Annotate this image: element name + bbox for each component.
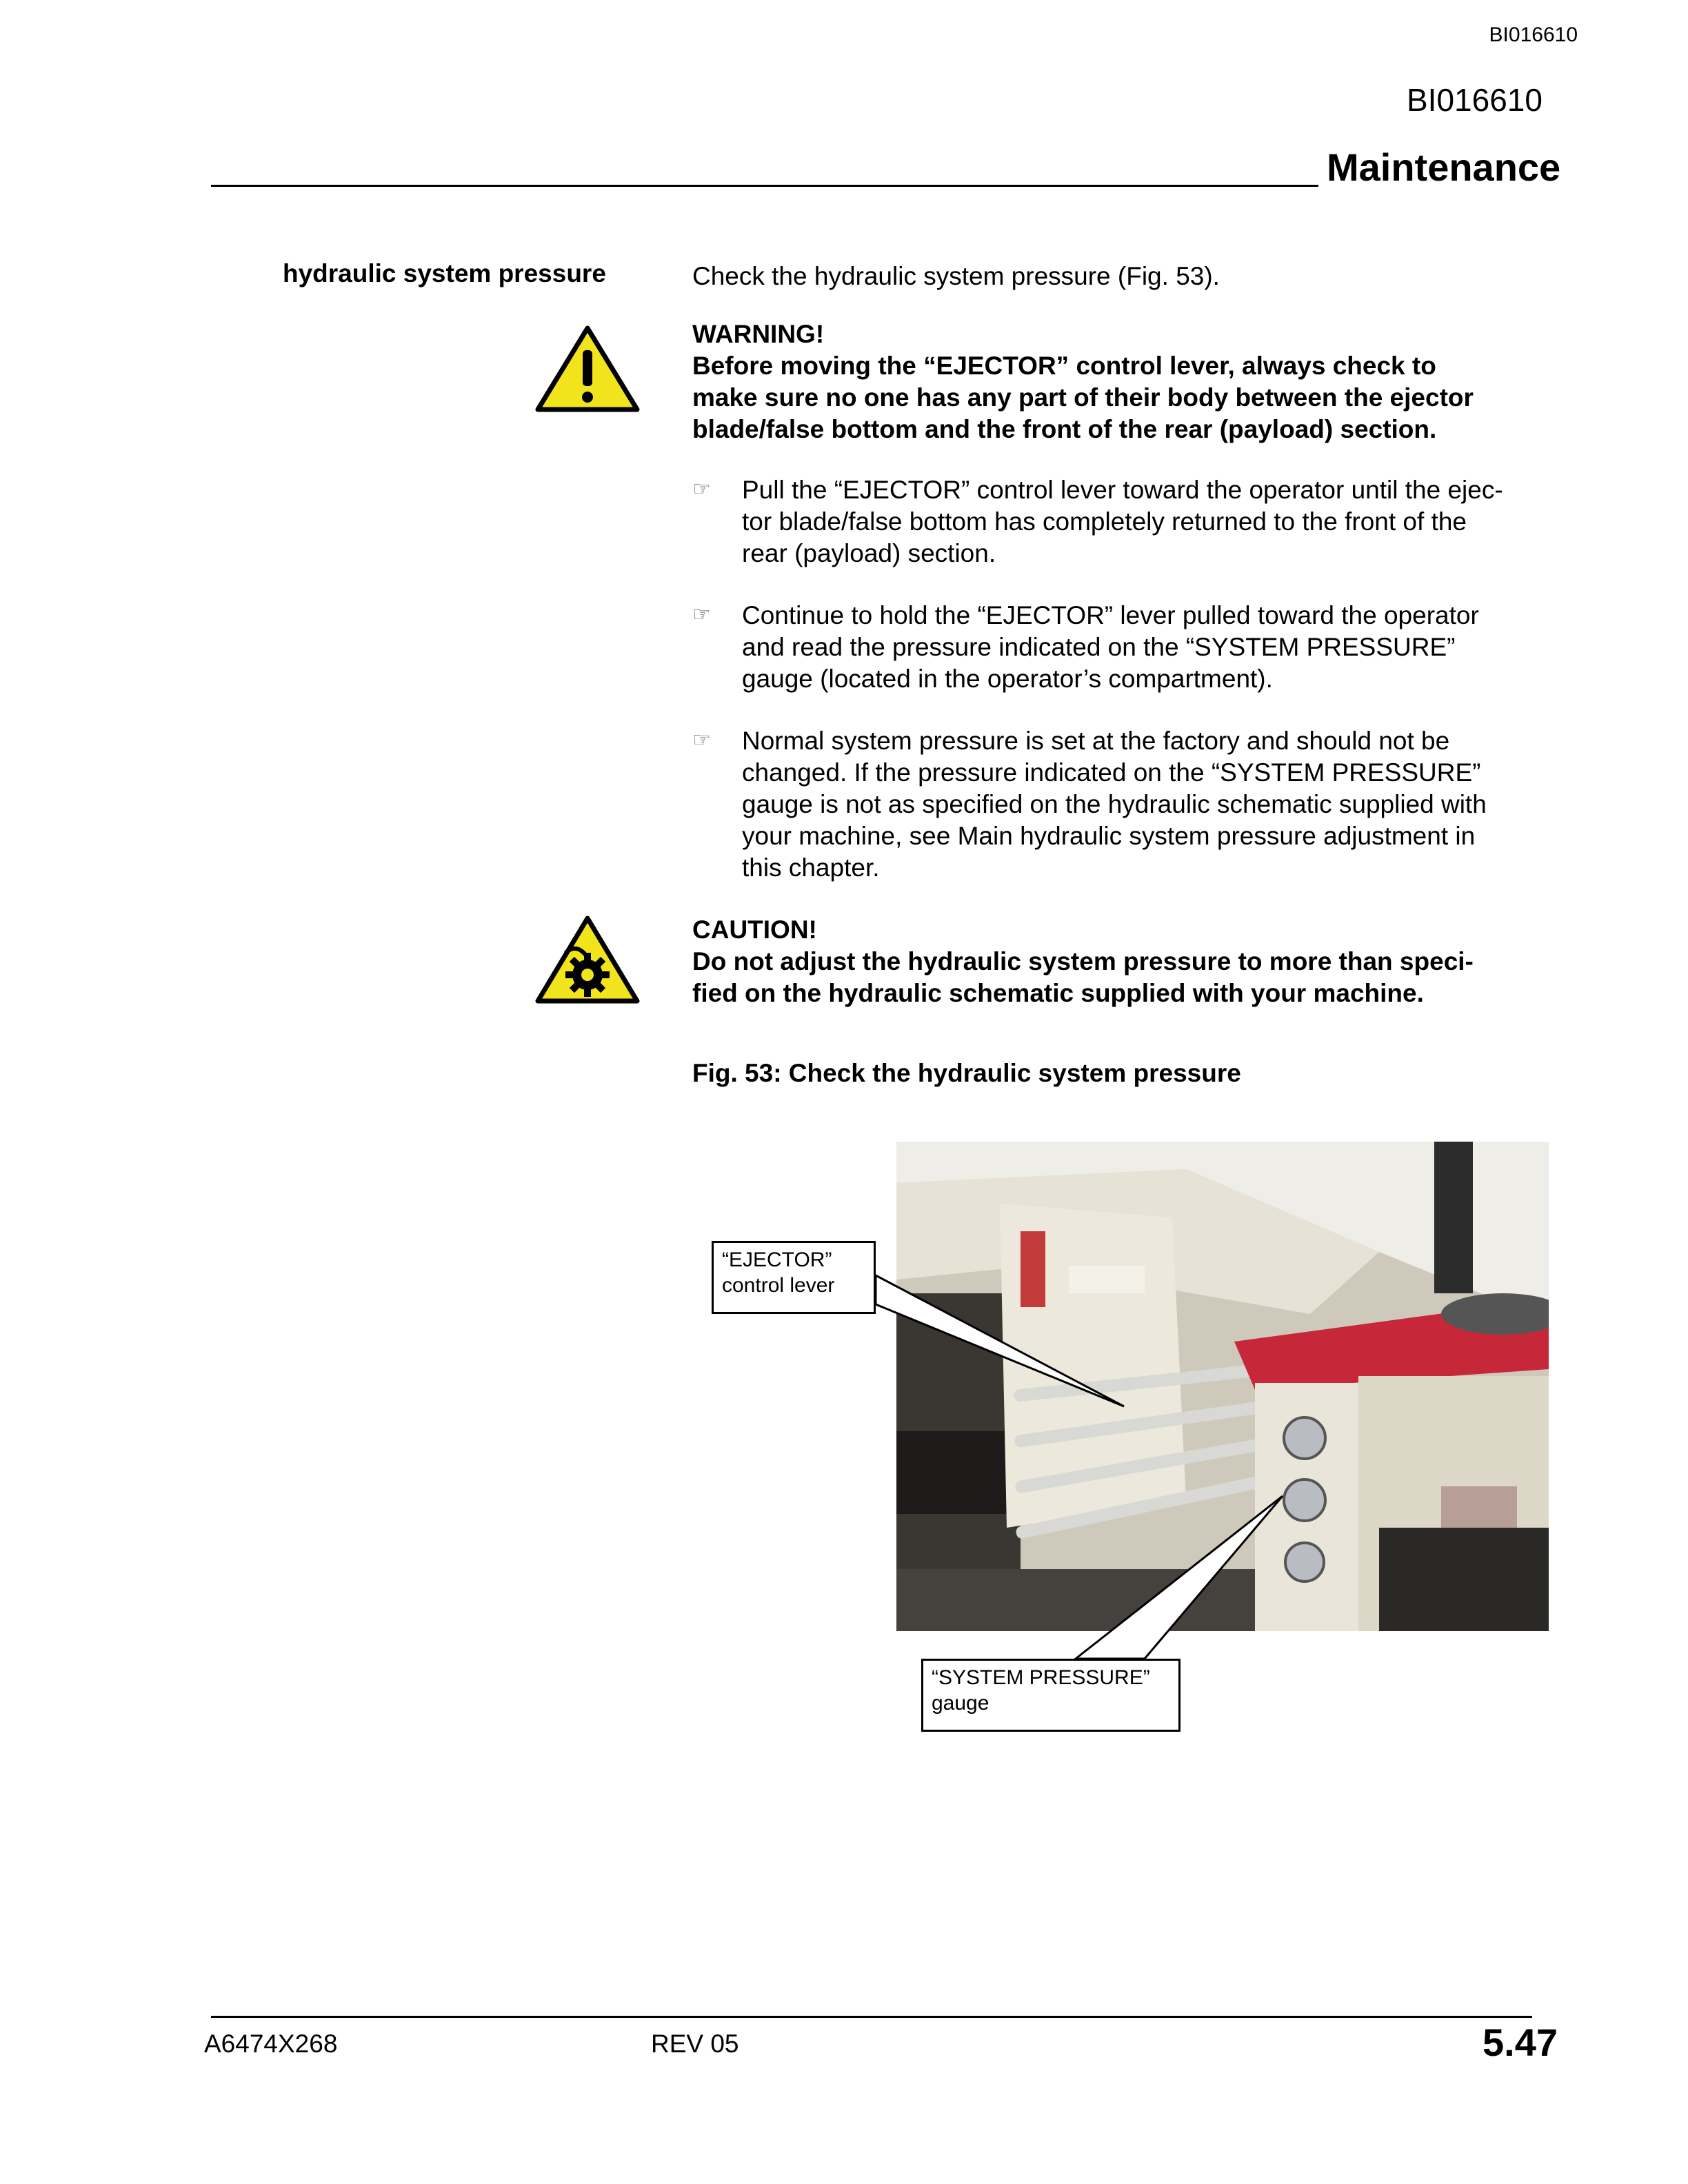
step-line: your machine, see Main hydraulic system pressure adjustment in bbox=[742, 822, 1476, 850]
caution-gear-icon bbox=[535, 914, 640, 1005]
section-title: Maintenance bbox=[1327, 145, 1561, 189]
step-line: gauge (located in the operator’s compartment). bbox=[742, 665, 1273, 693]
hand-pointer-icon: ☞ bbox=[692, 478, 711, 501]
header-rule bbox=[211, 185, 1318, 187]
doc-id-large: BI016610 bbox=[1407, 82, 1543, 118]
callout-line: “EJECTOR” bbox=[722, 1248, 832, 1271]
step-2-text bbox=[742, 600, 1569, 695]
footer-revision: REV 05 bbox=[651, 2030, 739, 2058]
doc-id-small: BI016610 bbox=[1489, 23, 1578, 46]
footer-rule bbox=[211, 2016, 1532, 2018]
ejector-callout bbox=[712, 1241, 876, 1314]
footer-part-number: A6474X268 bbox=[204, 2030, 338, 2058]
step-line: gauge is not as specified on the hydraulic schematic supplied with bbox=[742, 790, 1487, 818]
step-1-text bbox=[742, 474, 1569, 569]
hand-pointer-icon: ☞ bbox=[692, 603, 711, 626]
step-3-text bbox=[742, 725, 1569, 884]
figure-caption: Fig. 53: Check the hydraulic system pressure bbox=[692, 1059, 1241, 1087]
step-line: changed. If the pressure indicated on the “SYSTEM PRESSURE” bbox=[742, 758, 1481, 787]
page-number: 5.47 bbox=[1483, 2021, 1558, 2064]
hand-pointer-icon: ☞ bbox=[692, 729, 711, 751]
caution-line: fied on the hydraulic schematic supplied with your machine. bbox=[692, 979, 1424, 1007]
warning-block bbox=[692, 318, 1568, 445]
warning-line: Before moving the “EJECTOR” control lever, always check to bbox=[692, 352, 1436, 380]
hydraulic-control-photo bbox=[896, 1142, 1549, 1631]
caution-line: Do not adjust the hydraulic system pressure to more than speci- bbox=[692, 947, 1474, 975]
system-pressure-callout bbox=[921, 1659, 1180, 1732]
side-heading: hydraulic system pressure bbox=[283, 259, 606, 287]
caution-block bbox=[692, 914, 1568, 1009]
step-line: and read the pressure indicated on the “SYSTEM PRESSURE” bbox=[742, 633, 1456, 661]
callout-line: control lever bbox=[722, 1274, 835, 1297]
warning-line: make sure no one has any part of their body between the ejector bbox=[692, 383, 1474, 412]
warning-title: WARNING! bbox=[692, 320, 825, 348]
warning-line: blade/false bottom and the front of the rear (payload) section. bbox=[692, 415, 1437, 443]
step-line: Pull the “EJECTOR” control lever toward the operator until the ejec- bbox=[742, 476, 1503, 504]
warning-icon bbox=[535, 324, 640, 414]
callout-line: gauge bbox=[932, 1692, 989, 1715]
step-line: rear (payload) section. bbox=[742, 539, 996, 567]
intro-text: Check the hydraulic system pressure (Fig. 53). bbox=[692, 262, 1220, 290]
step-line: tor blade/false bottom has completely returned to the front of the bbox=[742, 507, 1467, 536]
step-line: Normal system pressure is set at the factory and should not be bbox=[742, 727, 1450, 755]
callout-line: “SYSTEM PRESSURE” bbox=[932, 1666, 1150, 1689]
caution-title: CAUTION! bbox=[692, 916, 817, 944]
step-line: Continue to hold the “EJECTOR” lever pulled toward the operator bbox=[742, 601, 1479, 629]
step-line: this chapter. bbox=[742, 853, 880, 882]
